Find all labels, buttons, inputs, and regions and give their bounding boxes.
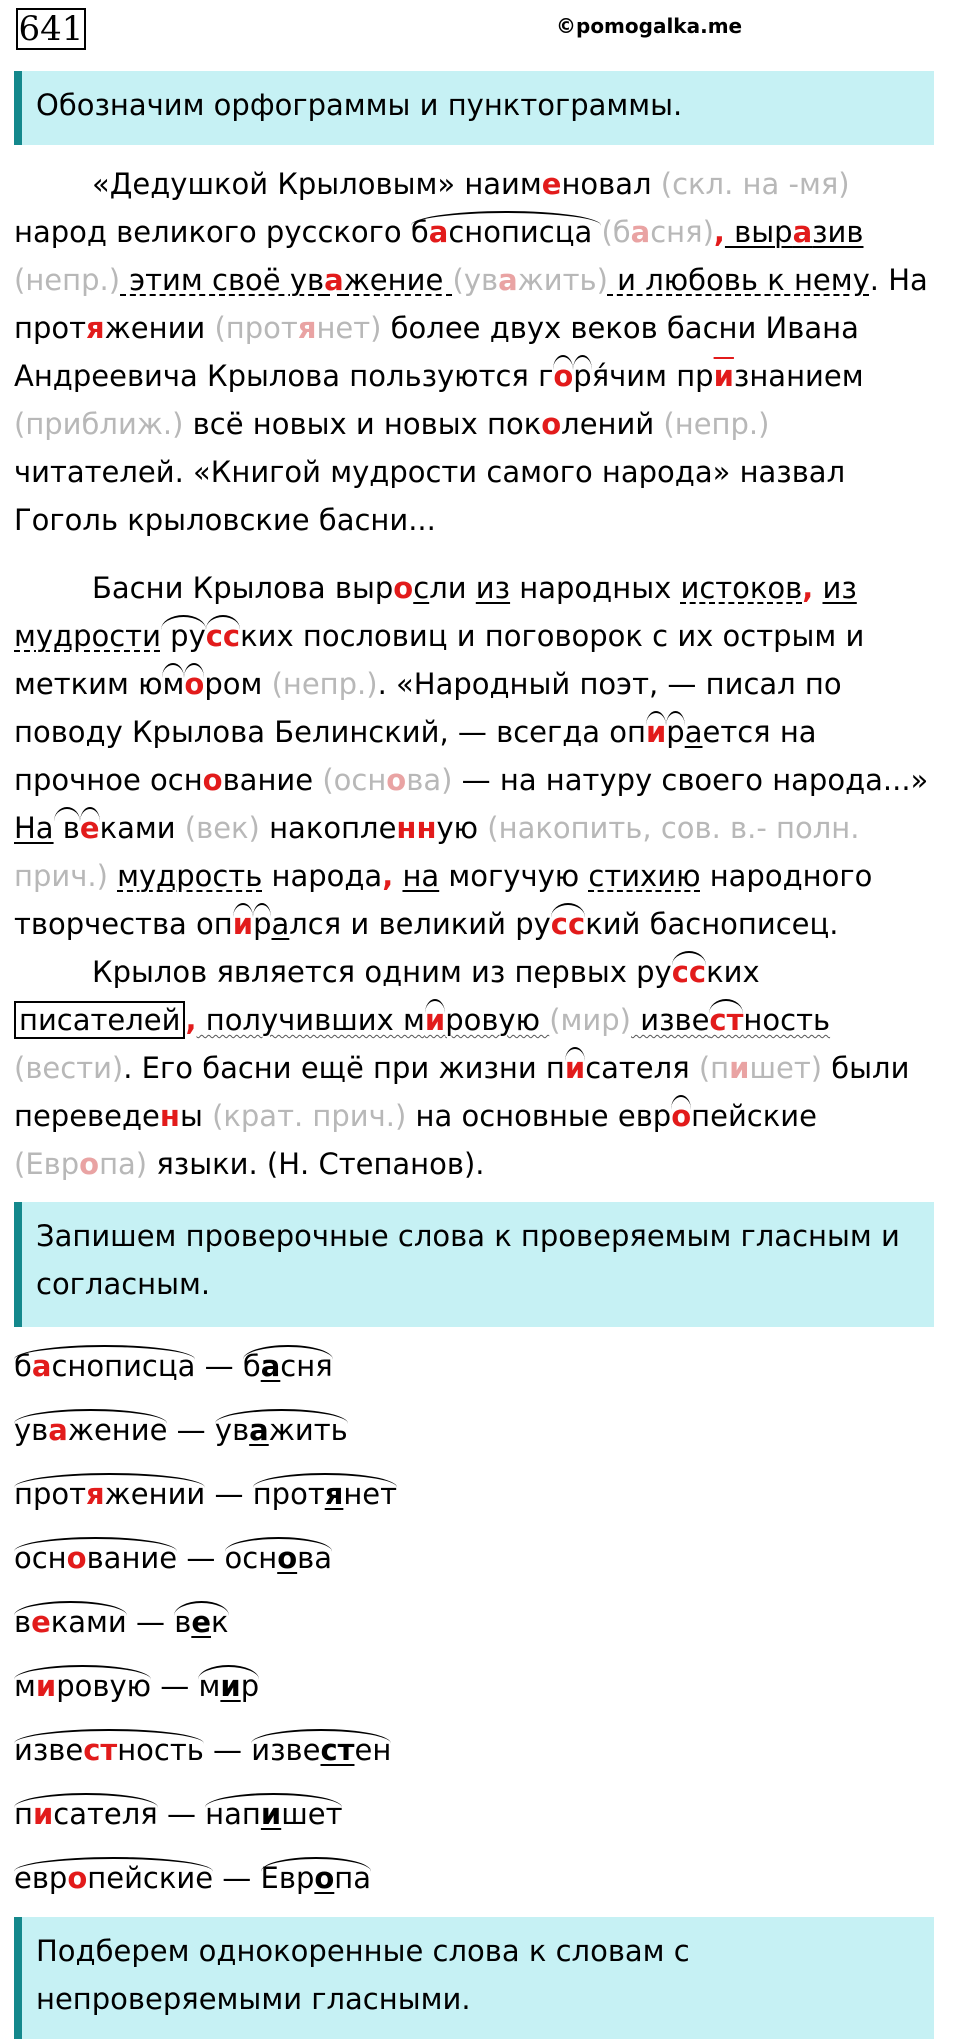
section-heading-2-text: Запишем проверочные слова к проверяемым гласным и согласным. bbox=[36, 1219, 900, 1301]
word-to-check: мировую bbox=[14, 1665, 151, 1703]
top-bar bbox=[0, 0, 960, 60]
section-heading-1 bbox=[14, 71, 934, 145]
check-word: мир bbox=[198, 1665, 259, 1703]
word-to-check: веками bbox=[14, 1601, 127, 1639]
list-item: уважение — уважить bbox=[14, 1398, 944, 1462]
check-word: напишет bbox=[205, 1793, 342, 1831]
section-heading-3-text: Подберем однокоренные слова к словам с непроверяемыми гласными. bbox=[36, 1934, 690, 2016]
list-item: писателя — напишет bbox=[14, 1782, 944, 1846]
check-words-list bbox=[14, 1334, 944, 1910]
word-to-check: писателя bbox=[14, 1793, 158, 1831]
site-watermark: ©pomogalka.me bbox=[556, 14, 743, 38]
main-text bbox=[14, 160, 944, 1188]
check-word: известен bbox=[251, 1729, 391, 1767]
check-word: Европа bbox=[261, 1857, 372, 1895]
word-to-check: европейские bbox=[14, 1857, 213, 1895]
check-word: основа bbox=[225, 1537, 332, 1575]
check-word: протянет bbox=[253, 1473, 397, 1511]
word-to-check: баснописца bbox=[14, 1345, 195, 1383]
list-item: основание — основа bbox=[14, 1526, 944, 1590]
list-item: веками — век bbox=[14, 1590, 944, 1654]
list-item: европейские — Европа bbox=[14, 1846, 944, 1910]
list-item: протяжении — протянет bbox=[14, 1462, 944, 1526]
list-item: известность — известен bbox=[14, 1718, 944, 1782]
task-number: 641 bbox=[16, 8, 86, 50]
check-word: басня bbox=[243, 1345, 333, 1383]
paragraph-1: «Дедушкой Крыловым» наименовал (скл. на -мя) народ великого русского баснописца (басня), выразив (непр.) этим своё уважение (уважить) и любовь к нему. На протяжении (протянет) более двух веков басни Ивана Андреевича Крылова пользуются горя́чим признанием (приближ.) всё новых и новых поколений (непр.) читателей. «Книгой мудрости самого народа» назвал Гоголь крыловские басни... bbox=[14, 167, 928, 537]
paragraph-3: Крылов является одним из первых русских писателей , получивших мировую (мир) известность (вести). Его басни ещё при жизни писателя (пишет) были переведены (крат. прич.) на основные европейские (Европа) языки. (Н. Степанов). bbox=[14, 948, 944, 1188]
word-to-check: уважение bbox=[14, 1409, 167, 1447]
word-to-check: известность bbox=[14, 1729, 204, 1767]
section-heading-3 bbox=[14, 1917, 934, 2039]
check-word: уважить bbox=[215, 1409, 348, 1447]
word-to-check: протяжении bbox=[14, 1473, 205, 1511]
paragraph-2: Басни Крылова выросли из народных истоков, из мудрости русских пословиц и поговорок с их острым и метким юмором (непр.). «Народный поэт, — писал по поводу Крылова Белинский, — всегда опирается на прочное основание (основа) — на натуру своего народа...» На веками (век) накопленную (накопить, сов. в.- полн. прич.) мудрость народа, на могучую стихию народного творчества опирался и великий русский баснописец. bbox=[14, 571, 929, 941]
list-item: мировую — мир bbox=[14, 1654, 944, 1718]
check-word: век bbox=[174, 1601, 228, 1639]
section-heading-1-text: Обозначим орфограммы и пунктограммы. bbox=[36, 88, 683, 122]
word-to-check: основание bbox=[14, 1537, 177, 1575]
section-heading-2 bbox=[14, 1202, 934, 1327]
list-item: баснописца — басня bbox=[14, 1334, 944, 1398]
